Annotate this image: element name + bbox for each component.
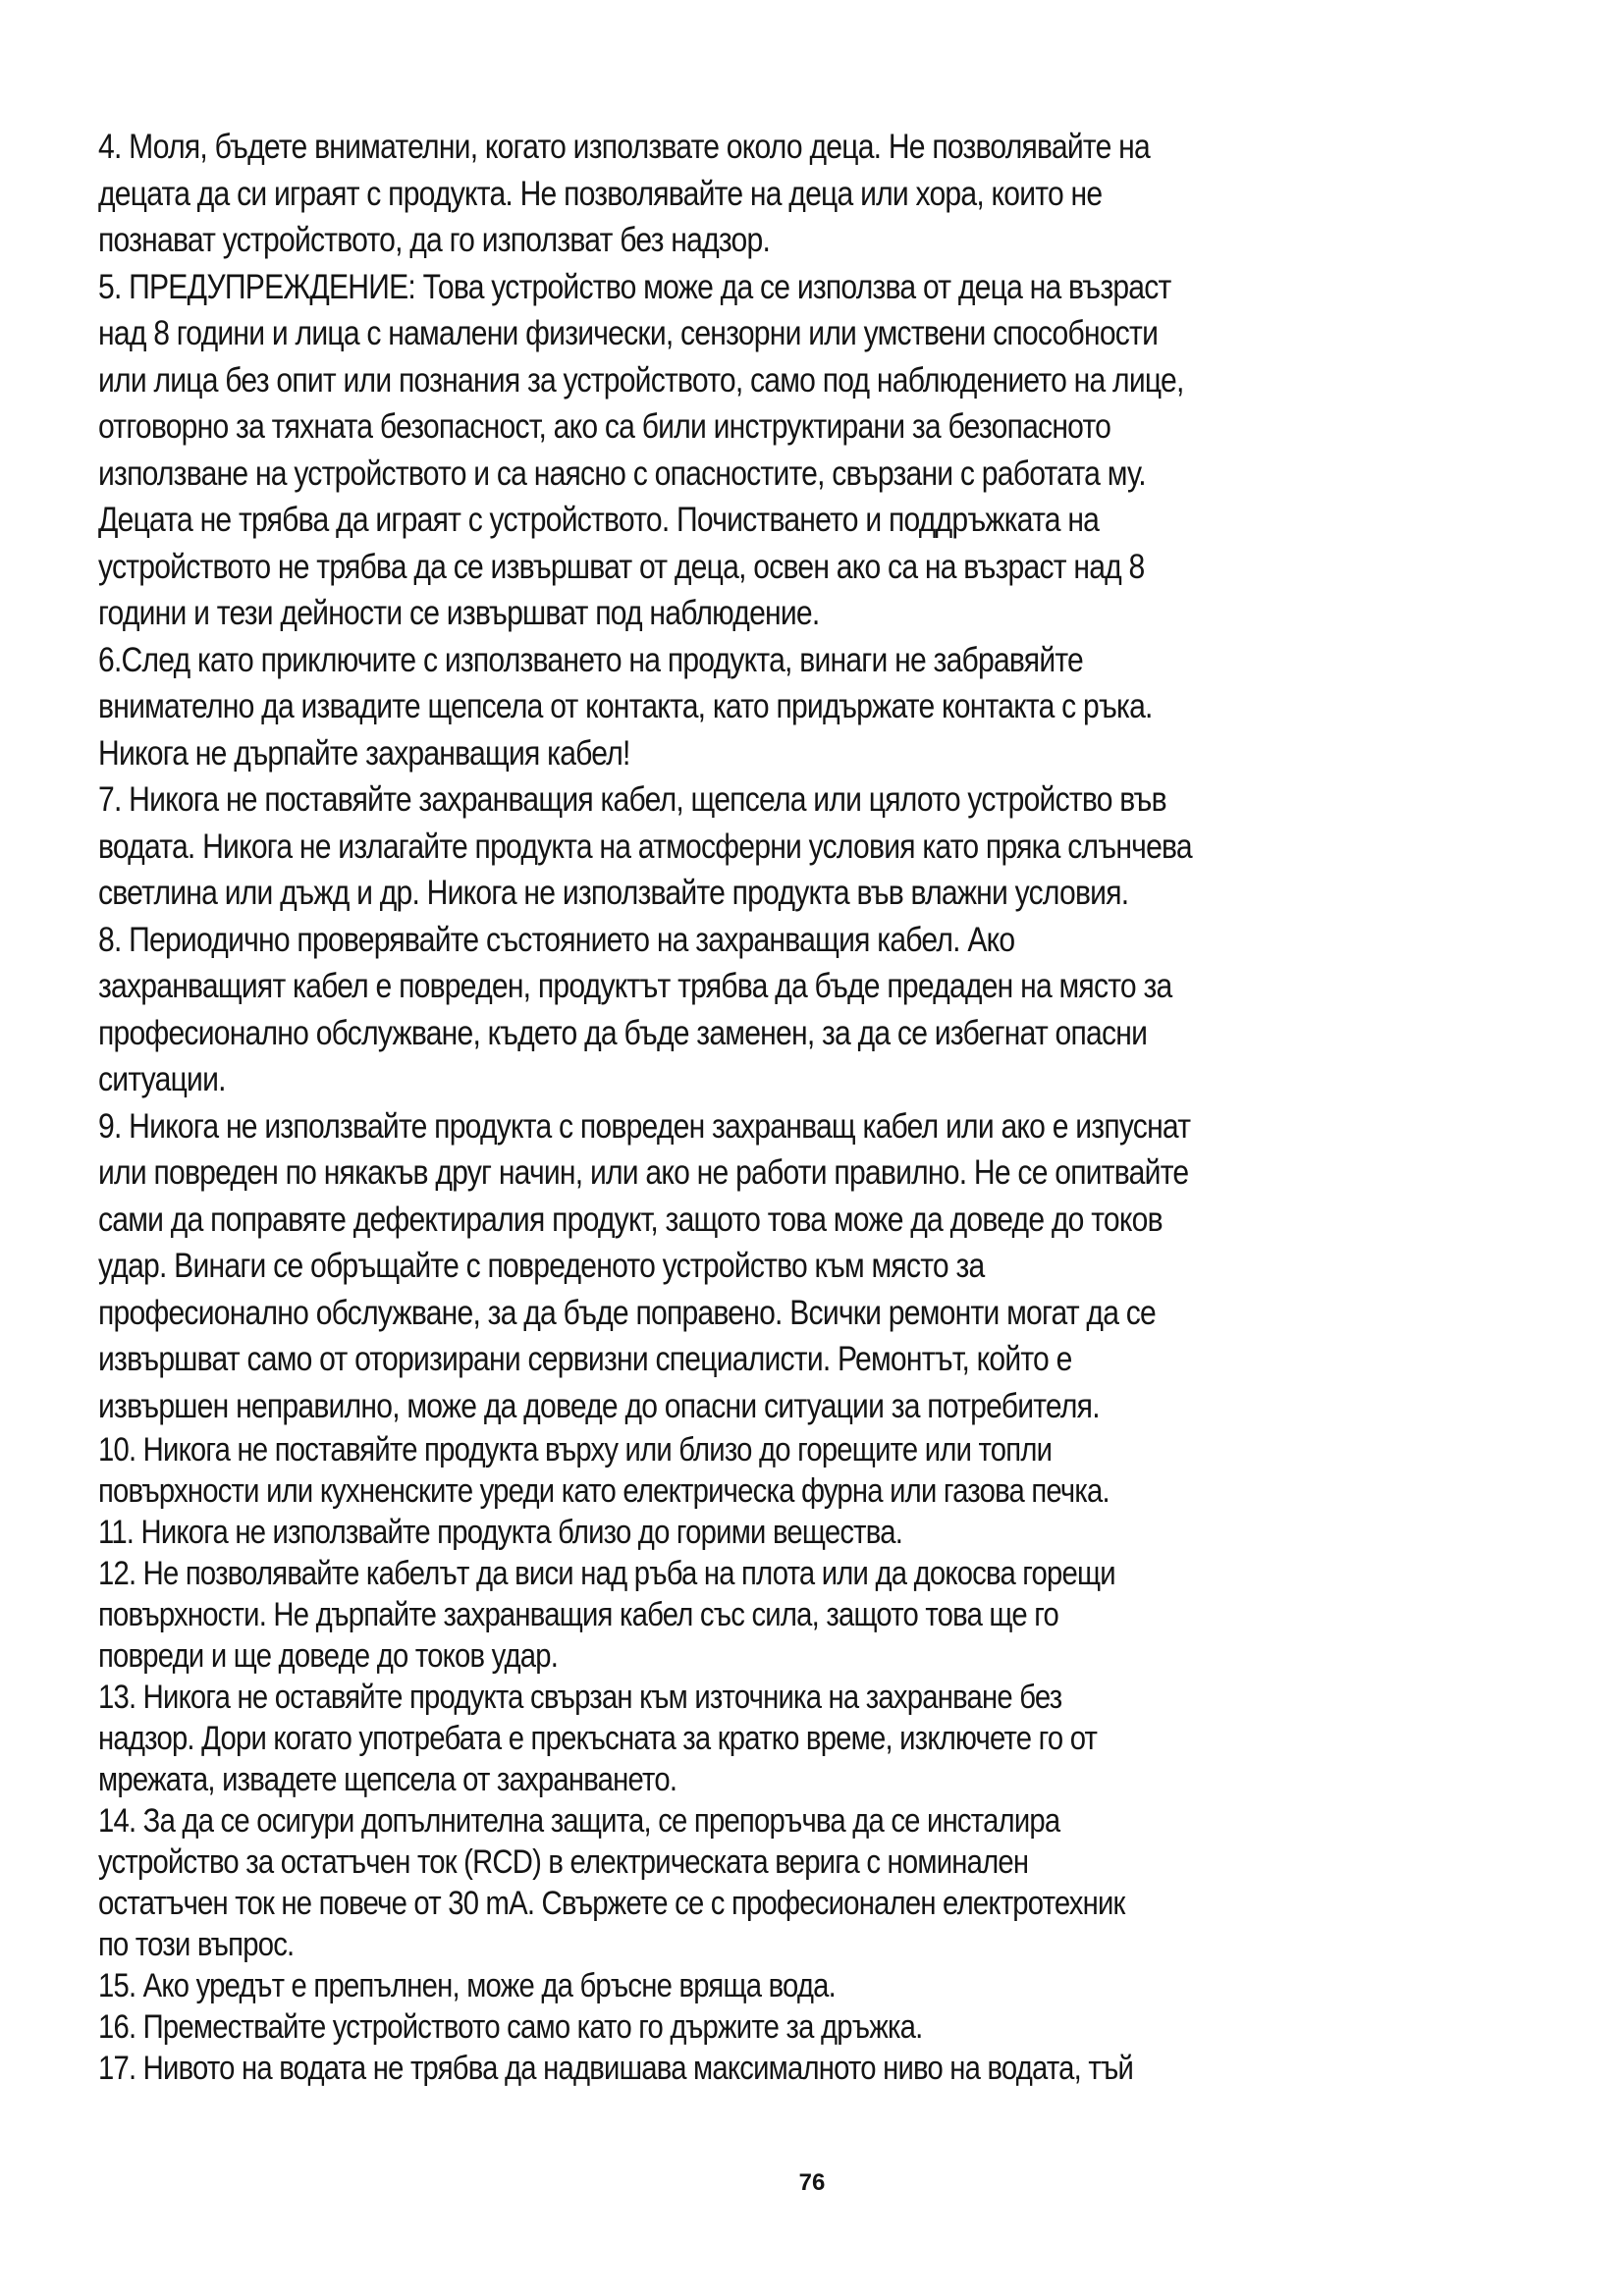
text-line: мрежата, извадете щепсела от захранването. <box>98 1761 677 1798</box>
text-line: извършен неправилно, може да доведе до опасни ситуации за потребителя. <box>98 1386 1100 1425</box>
text-line: 8. Периодично проверявайте състоянието на захранващия кабел. Ако <box>98 920 1015 959</box>
text-line: Никога не дърпайте захранващия кабел! <box>98 733 630 773</box>
text-line: внимателно да извадите щепсела от контакта, като придържате контакта с ръка. <box>98 687 1153 725</box>
instruction-item-4 <box>98 124 1532 264</box>
text-line: или повреден по някакъв друг начин, или ако не работи правилно. Не се опитвайте <box>98 1153 1189 1192</box>
text-line: професионално обслужване, за да бъде поправено. Всички ремонти могат да се <box>98 1293 1157 1332</box>
text-line: устройството не трябва да се извършват от деца, освен ако са на възраст над 8 <box>98 547 1145 586</box>
document-body <box>98 124 1532 2089</box>
text-line: използване на устройството и са наясно с опасностите, свързани с работата му. <box>98 454 1146 493</box>
instruction-group-1 <box>98 124 1532 1429</box>
instruction-item-15 <box>98 1965 1532 2006</box>
text-line: водата. Никога не излагайте продукта на атмосферни условия като пряка слънчева <box>98 827 1192 866</box>
text-line: удар. Винаги се обръщайте с повреденото устройство към място за <box>98 1247 985 1285</box>
text-line: 14. За да се осигури допълнителна защита, се препоръчва да се инсталира <box>98 1802 1060 1840</box>
instruction-item-10 <box>98 1429 1532 1512</box>
instruction-item-6 <box>98 637 1532 777</box>
text-line: 15. Ако уредът е препълнен, може да бръсне вряща вода. <box>98 1967 836 2004</box>
text-line: устройство за остатъчен ток (RCD) в електрическата верига с номинален <box>98 1843 1029 1881</box>
text-line: извършват само от оторизирани сервизни специалисти. Ремонтът, който е <box>98 1340 1072 1378</box>
instruction-item-12 <box>98 1553 1532 1677</box>
text-line: 4. Моля, бъдете внимателни, когато използвате около деца. Не позволявайте на <box>98 128 1150 166</box>
text-line: ситуации. <box>98 1060 226 1098</box>
text-line: повреди и ще доведе до токов удар. <box>98 1637 559 1675</box>
text-line: светлина или дъжд и др. Никога не използвайте продукта във влажни условия. <box>98 874 1129 912</box>
instruction-item-9 <box>98 1103 1532 1430</box>
text-line: децата да си играят с продукта. Не позволявайте на деца или хора, които не <box>98 174 1103 213</box>
text-line: 7. Никога не поставяйте захранващия кабел, щепсела или цялото устройство във <box>98 780 1166 819</box>
text-line: или лица без опит или познания за устройството, само под наблюдението на лице, <box>98 360 1184 400</box>
instruction-item-5 <box>98 264 1532 637</box>
text-line: професионално обслужване, където да бъде заменен, за да се избегнат опасни <box>98 1013 1148 1052</box>
text-line: 16. Премествайте устройството само като го държите за дръжка. <box>98 2008 923 2046</box>
text-line: 12. Не позволявайте кабелът да виси над ръба на плота или да докосва горещи <box>98 1555 1115 1592</box>
text-line: 5. ПРЕДУПРЕЖДЕНИЕ: Това устройство може да се използва от деца на възраст <box>98 267 1171 306</box>
instruction-item-8 <box>98 917 1532 1103</box>
text-line: повърхности или кухненските уреди като електрическа фурна или газова печка. <box>98 1472 1110 1510</box>
text-line: 13. Никога не оставяйте продукта свързан към източника на захранване без <box>98 1679 1062 1716</box>
text-line: по този въпрос. <box>98 1926 295 1963</box>
text-line: над 8 години и лица с намалени физически, сензорни или умствени способности <box>98 314 1159 352</box>
text-line: захранващият кабел е повреден, продуктът трябва да бъде предаден на място за <box>98 967 1172 1005</box>
instruction-item-7 <box>98 776 1532 917</box>
text-line: сами да поправяте дефектиралия продукт, защото това може да доведе до токов <box>98 1200 1163 1239</box>
instruction-item-17 <box>98 2048 1532 2089</box>
page-number: 76 <box>798 2169 826 2196</box>
instruction-item-16 <box>98 2006 1532 2048</box>
text-line: отговорно за тяхната безопасност, ако са били инструктирани за безопасното <box>98 407 1111 446</box>
instruction-group-2 <box>98 1429 1532 2089</box>
text-line: 9. Никога не използвайте продукта с повреден захранващ кабел или ако е изпуснат <box>98 1106 1191 1146</box>
text-line: 10. Никога не поставяйте продукта върху или близо до горещите или топли <box>98 1431 1053 1468</box>
instruction-item-11 <box>98 1512 1532 1553</box>
text-line: Децата не трябва да играят с устройството. Почистването и поддръжката на <box>98 501 1100 539</box>
text-line: години и тези дейности се извършват под наблюдение. <box>98 594 820 632</box>
text-line: надзор. Дори когато употребата е прекъсната за кратко време, изключете го от <box>98 1720 1098 1757</box>
text-line: 6.След като приключите с използването на продукта, винаги не забравяйте <box>98 640 1084 679</box>
instruction-item-14 <box>98 1800 1532 1965</box>
text-line: остатъчен ток не повече от 30 mA. Свържете се с професионален електротехник <box>98 1885 1125 1922</box>
text-line: повърхности. Не дърпайте захранващия кабел със сила, защото това ще го <box>98 1596 1058 1633</box>
text-line: 11. Никога не използвайте продукта близо до горими вещества. <box>98 1514 903 1551</box>
text-line: 17. Нивото на водата не трябва да надвишава максималното ниво на водата, тъй <box>98 2050 1134 2087</box>
instruction-item-13 <box>98 1677 1532 1800</box>
text-line: познават устройството, да го използват без надзор. <box>98 221 771 259</box>
